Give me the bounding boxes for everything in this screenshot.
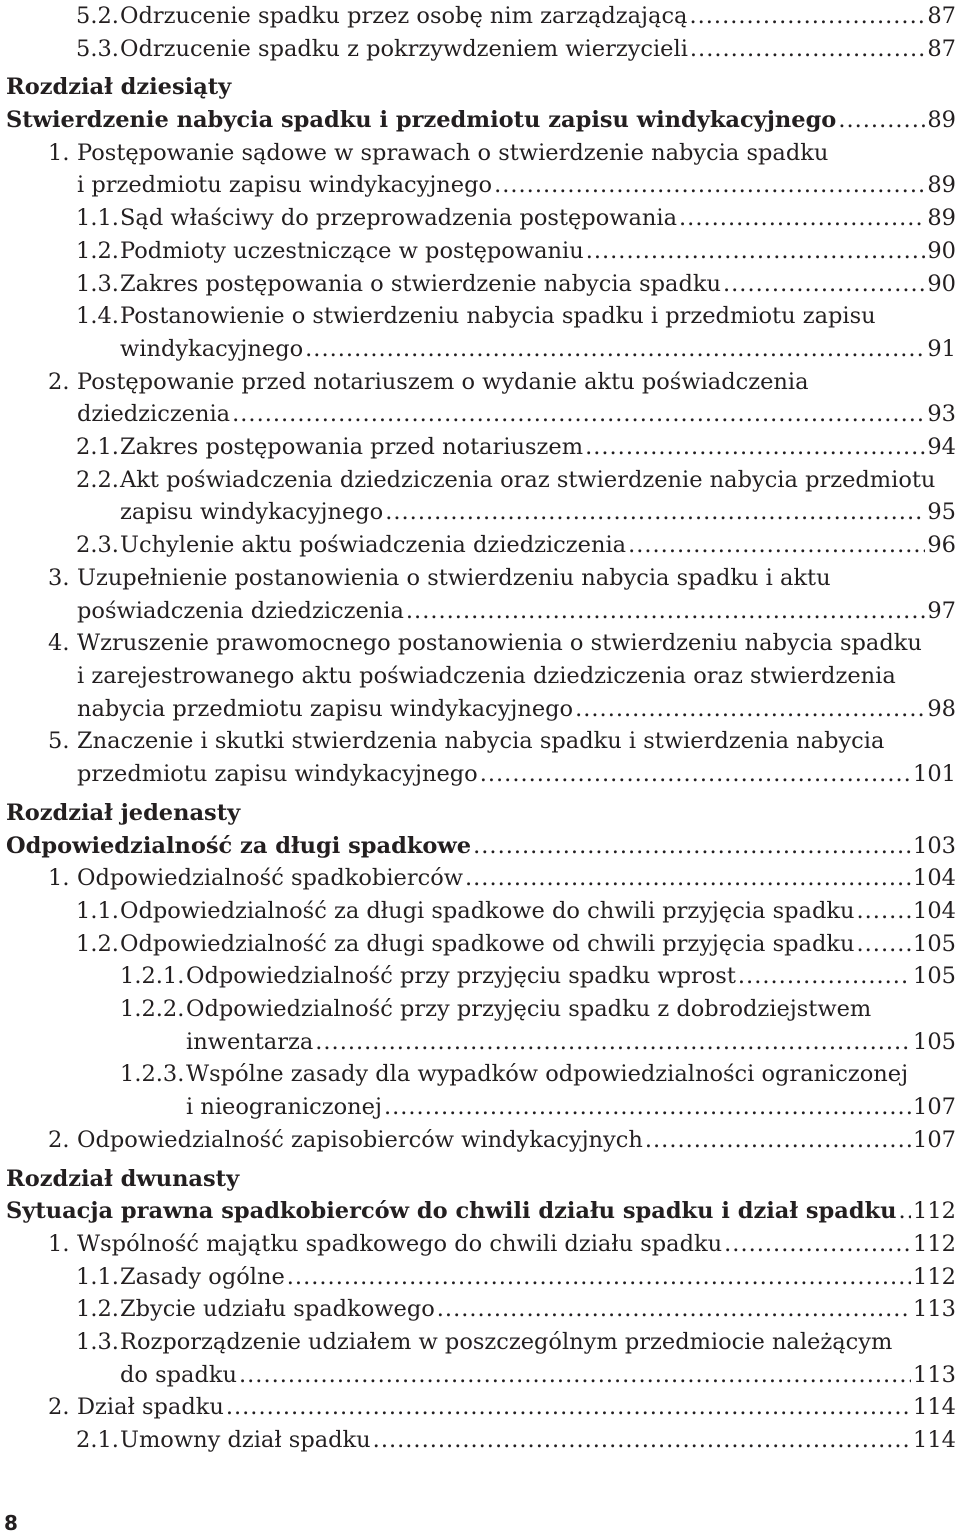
entry-text: nabycia przedmiotu zapisu windykacyjnego [77,695,574,722]
dot-leader [480,758,911,791]
toc-entry[interactable] [0,895,956,928]
page-ref: 112 [913,1230,956,1257]
page-number: 8 [4,1511,18,1535]
entry-text: Odrzucenie spadku z pokrzywdzeniem wierzycieli [120,35,688,62]
page-ref: 87 [927,3,956,29]
page-ref: 112 [913,1263,956,1290]
dot-leader [465,862,911,895]
chapter-heading: Rozdział dziesiąty [6,74,232,101]
dot-leader [437,1293,911,1326]
page-ref: 87 [927,35,956,62]
dot-leader [679,202,925,235]
entry-text: Akt poświadczenia dziedziczenia oraz stwierdzenie nabycia przedmiotu [120,466,936,493]
dot-leader [494,169,925,202]
section-number: 5.3. [76,35,119,62]
section-number: 2.1. [76,1427,119,1454]
chapter-title: Sytuacja prawna spadkobierców do chwili działu spadku i dział spadku [6,1198,897,1225]
entry-text: do spadku [120,1361,237,1388]
dot-leader [473,830,911,863]
entry-text: Odpowiedzialność przy przyjęciu spadku wprost [186,963,736,990]
entry-text: Zasady ogólne [120,1263,285,1290]
entry-text: Znaczenie i skutki stwierdzenia nabycia spadku i stwierdzenia nabycia [77,728,885,755]
page-ref: 107 [913,1094,956,1121]
dot-leader [628,529,925,562]
page-ref: 89 [927,172,956,199]
section-number: 3. [48,564,70,591]
page-ref: 95 [927,499,956,526]
page-ref: 105 [913,963,956,990]
dot-leader [226,1391,911,1424]
toc-entry[interactable] [0,202,956,235]
toc-entry[interactable] [0,0,956,33]
toc-entry[interactable] [0,928,956,961]
page-ref: 97 [927,597,956,624]
toc-entry[interactable] [0,562,956,627]
toc-entry[interactable] [0,1326,956,1391]
dot-leader [406,595,925,628]
toc-entry[interactable] [0,300,956,365]
entry-text: Odpowiedzialność za długi spadkowe od chwili przyjęcia spadku [120,930,855,957]
section-number: 1. [48,1230,70,1257]
section-number: 1.4. [76,303,119,330]
dot-leader [384,1091,911,1124]
section-number: 2.3. [76,532,119,559]
entry-text: poświadczenia dziedziczenia [77,597,404,624]
dot-leader [689,0,925,33]
entry-text: Uzupełnienie postanowienia o stwierdzeniu nabycia spadku i aktu [77,564,831,591]
page-ref: 114 [913,1427,956,1454]
page-ref: 90 [927,270,956,297]
section-number: 1.2.1. [120,963,185,990]
chapter-title-entry[interactable] [6,830,956,863]
toc-entry[interactable] [0,1228,956,1261]
dot-leader [856,895,911,928]
page-ref: 90 [927,237,956,264]
entry-text: Postępowanie sądowe w sprawach o stwierdzenie nabycia spadku [77,139,829,166]
entry-text: Zakres postępowania przed notariuszem [120,434,584,461]
toc-entry[interactable] [0,33,956,66]
toc-entry[interactable] [0,1424,956,1457]
dot-leader [838,104,925,137]
toc-entry[interactable] [0,235,956,268]
dot-leader [586,235,926,268]
chapter-title-entry[interactable] [6,104,956,137]
section-number: 2. [48,1394,70,1421]
entry-text: Postępowanie przed notariuszem o wydanie aktu poświadczenia [77,368,809,395]
dot-leader [305,333,925,366]
entry-text: windykacyjnego [120,335,304,362]
entry-text: Odrzucenie spadku przez osobę nim zarządzającą [120,3,688,29]
page-ref: 94 [927,434,956,461]
toc-entry[interactable] [0,1261,956,1294]
section-number: 1. [48,139,70,166]
entry-text: zapisu windykacyjnego [120,499,384,526]
section-number: 1.1. [76,1263,119,1290]
toc-entry[interactable] [0,960,956,993]
dot-leader [690,33,925,66]
entry-text: przedmiotu zapisu windykacyjnego [77,761,478,788]
chapter-title-entry[interactable] [6,1195,956,1228]
section-number: 1.3. [76,270,119,297]
page-ref: 104 [913,897,956,924]
section-number: 4. [48,630,70,657]
section-number: 2. [48,1126,70,1153]
toc-entry[interactable] [0,529,956,562]
toc-entry[interactable] [0,725,956,790]
toc-entry[interactable] [0,862,956,895]
chapter-heading: Rozdział dwunasty [6,1165,240,1192]
entry-text: Odpowiedzialność za długi spadkowe do chwili przyjęcia spadku [120,897,855,924]
section-number: 2. [48,368,70,395]
dot-leader [899,1195,912,1228]
entry-text: Dział spadku [77,1394,224,1421]
toc-entry[interactable] [0,431,956,464]
entry-text: dziedziczenia [77,401,231,428]
section-number: 1.2. [76,237,119,264]
toc-entry[interactable] [0,1124,956,1157]
entry-text: Odpowiedzialność spadkobierców [77,865,463,892]
section-number: 1. [48,865,70,892]
chapter-heading: Rozdział jedenasty [6,799,241,826]
page-ref: 113 [913,1361,956,1388]
section-number: 2.1. [76,434,119,461]
section-number: 1.3. [76,1329,119,1355]
page-ref: 89 [927,107,956,134]
dot-leader [287,1261,911,1294]
section-number: 1.2.2. [120,996,185,1022]
dot-leader [239,1359,911,1392]
page-ref: 107 [913,1126,956,1153]
dot-leader [738,960,911,993]
chapter-title: Odpowiedzialność za długi spadkowe [6,832,472,859]
entry-text: inwentarza [186,1028,314,1055]
dot-leader [575,693,925,726]
section-number: 5. [48,728,70,755]
toc-entry[interactable] [0,268,956,301]
section-number: 5.2. [76,3,119,29]
entry-text: Umowny dział spadku [120,1427,371,1454]
section-number: 1.2.3. [120,1061,185,1088]
toc-entry[interactable] [0,464,956,529]
dot-leader [385,496,925,529]
entry-text: Postanowienie o stwierdzeniu nabycia spadku i przedmiotu zapisu [120,303,876,330]
toc-entry[interactable] [0,1293,956,1326]
section-number: 1.2. [76,1296,119,1323]
entry-text: i zarejestrowanego aktu poświadczenia dziedziczenia oraz stwierdzenia [77,662,896,689]
dot-leader [645,1124,911,1157]
dot-leader [723,268,925,301]
page-ref: 96 [927,532,956,559]
page-ref: 114 [913,1394,956,1421]
section-number: 1.1. [76,205,119,232]
page-ref: 91 [927,335,956,362]
toc-entry[interactable] [0,993,956,1058]
entry-text: i nieograniczonej [186,1094,382,1121]
page-ref: 112 [913,1198,956,1225]
page-ref: 103 [913,832,956,859]
entry-text: Zakres postępowania o stwierdzenie nabycia spadku [120,270,721,297]
entry-text: Odpowiedzialność przy przyjęciu spadku z dobrodziejstwem [186,996,872,1022]
entry-text: Uchylenie aktu poświadczenia dziedziczenia [120,532,627,559]
entry-text: Rozporządzenie udziałem w poszczególnym przedmiocie należącym [120,1329,893,1355]
entry-text: Podmioty uczestniczące w postępowaniu [120,237,584,264]
dot-leader [232,398,925,431]
page-ref: 93 [927,401,956,428]
section-number: 2.2. [76,466,119,493]
toc-entry[interactable] [0,1058,956,1123]
page-ref: 98 [927,695,956,722]
page-ref: 101 [913,761,956,788]
entry-text: Wspólne zasady dla wypadków odpowiedzialności ograniczonej [186,1061,909,1088]
section-number: 1.2. [76,930,119,957]
dot-leader [724,1228,911,1261]
toc-entry[interactable] [0,137,956,202]
entry-text: Wzruszenie prawomocnego postanowienia o stwierdzeniu nabycia spadku [77,630,922,657]
page-ref: 104 [913,865,956,892]
entry-text: Zbycie udziału spadkowego [120,1296,435,1323]
toc-entry[interactable] [0,627,956,725]
dot-leader [373,1424,911,1457]
section-number: 1.1. [76,897,119,924]
entry-text: i przedmiotu zapisu windykacyjnego [77,172,493,199]
dot-leader [585,431,925,464]
chapter-title: Stwierdzenie nabycia spadku i przedmiotu zapisu windykacyjnego [6,107,837,134]
entry-text: Odpowiedzialność zapisobierców windykacyjnych [77,1126,643,1153]
toc-entry[interactable] [0,366,956,431]
page-ref: 89 [927,205,956,232]
page-ref: 105 [913,930,956,957]
entry-text: Sąd właściwy do przeprowadzenia postępowania [120,205,678,232]
page-ref: 105 [913,1028,956,1055]
dot-leader [856,928,911,961]
toc-entry[interactable] [0,1391,956,1424]
dot-leader [315,1026,911,1059]
entry-text: Wspólność majątku spadkowego do chwili działu spadku [77,1230,723,1257]
page-ref: 113 [913,1296,956,1323]
